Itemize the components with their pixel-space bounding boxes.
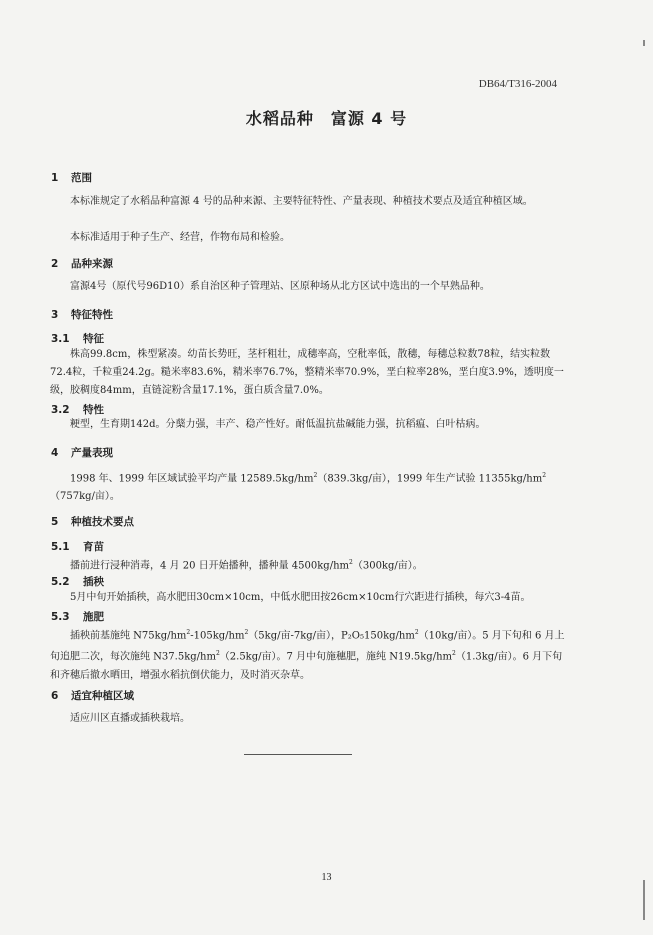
- subsection-5-1-paragraph: 播前进行浸种消毒，4 月 20 日开始播种，播种量 $4500kg/hm^2(300kg/$亩）。: [70, 559, 423, 572]
- section-1-paragraph-2: 本标准适用于种子生产、经营，作物布局和检验。: [70, 232, 290, 243]
- subsection-number: 5.1: [51, 541, 70, 553]
- section-1-paragraph-1: 本标准规定了水稻品种富源 4 号的品种来源、主要特征特性、产量表现、种植技术要点及适宜种植区域。: [70, 196, 533, 207]
- section-6-heading: [51, 688, 134, 703]
- section-title: 适宜种植区域: [71, 690, 134, 702]
- subsection-title: 施肥: [83, 611, 104, 623]
- subsection-5-1-heading: [51, 539, 104, 554]
- subsection-3-2-heading: [51, 402, 104, 417]
- section-number: 3: [51, 309, 59, 321]
- page-number: 13: [321, 872, 332, 883]
- subsection-title: 插秧: [83, 576, 104, 588]
- subsection-5-3-heading: [51, 609, 104, 624]
- subsection-title: 特性: [83, 404, 104, 416]
- section-5-heading: [51, 514, 134, 529]
- section-4-heading: [51, 445, 113, 460]
- section-title: 品种来源: [71, 258, 113, 270]
- section-1-heading: [51, 170, 92, 185]
- subsection-5-2-paragraph: 5月中旬开始插秧，高水肥田30cm×10cm，中低水肥田按26cm×10cm行穴距进行插秧，每穴3-4苗。: [70, 592, 531, 603]
- document-title: 水稻品种 富源 4 号: [245, 109, 408, 128]
- subsection-3-1-paragraph: 株高99.8cm，株型紧凑。幼苗长势旺，茎杆粗壮，成穗率高，空秕率低，散穗，每穗总粒数78粒，结实粒数72.4粒，千粒重24.2g。糙米率83.6%，精米率76.7%，整精米率70.9%，垩白粒率28%，垩白度3.9%，透明度一级，胶稠度84mm，直链淀粉含量17.1%，蛋白质含量7.0%。: [50, 349, 564, 396]
- subsection-title: 特征: [83, 333, 104, 345]
- section-number: 1: [51, 172, 59, 184]
- section-title: 范围: [71, 172, 92, 184]
- section-6-paragraph: 适应川区直播或插秧栽培。: [70, 713, 190, 724]
- scan-edge-mark: [643, 40, 645, 46]
- subsection-3-1-heading: [51, 331, 104, 346]
- section-3-heading: [51, 307, 113, 322]
- subsection-number: 3.2: [51, 404, 70, 416]
- subsection-title: 育苗: [83, 541, 104, 553]
- section-title: 特征特性: [71, 309, 113, 321]
- section-title: 产量表现: [71, 447, 113, 459]
- section-number: 6: [51, 690, 59, 702]
- subsection-number: 5.2: [51, 576, 70, 588]
- subsection-5-2-heading: [51, 574, 104, 589]
- section-2-paragraph: 富源4号（原代号96D10）系自治区种子管理站、区原种场从北方区试中选出的一个早熟品种。: [70, 281, 490, 292]
- subsection-3-2-paragraph: 粳型，生育期142d。分蘖力强，丰产、稳产性好。耐低温抗盐碱能力强，抗稻瘟、白叶枯病。: [70, 419, 486, 430]
- subsection-number: 5.3: [51, 611, 70, 623]
- scan-edge-mark: [643, 880, 645, 920]
- end-rule: [244, 754, 352, 755]
- section-title: 种植技术要点: [71, 516, 134, 528]
- section-number: 5: [51, 516, 59, 528]
- section-2-heading: [51, 256, 113, 271]
- subsection-5-3-paragraph: 插秧前基施纯 $N75kg/hm^2-105kg/hm^2(5kg/$亩-7kg/亩），$P_2O_5150kg/hm^2(10kg/$亩）。5 月下旬和 6 月上旬追肥二次，每次施纯 $N37.5kg/hm^2(2.5kg/$亩）。7 月中旬施穗肥，施纯 $N19.5kg/hm^2(1.3kg/$亩）。6 月下旬和齐穗后撤水晒田，增强水稻抗倒伏能力，及时消灭杂草。: [50, 629, 565, 681]
- standard-code: DB64/T316-2004: [478, 78, 557, 90]
- section-number: 2: [51, 258, 59, 270]
- section-number: 4: [51, 447, 59, 459]
- subsection-number: 3.1: [51, 333, 70, 345]
- section-4-paragraph: 1998 年、1999 年区域试验平均产量 $12589.5kg/hm^2(839.3kg/$亩），1999 年生产试验 $11355kg/hm^2(757kg/$亩）。: [50, 472, 547, 503]
